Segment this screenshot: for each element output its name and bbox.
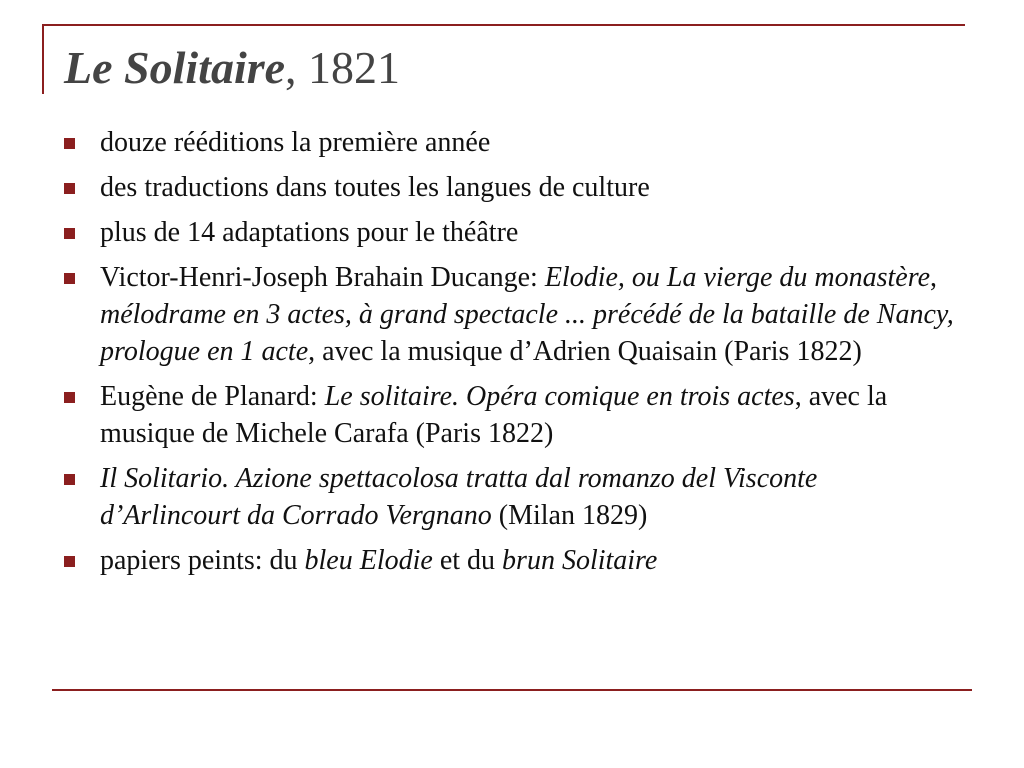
- bullet-text-italic: Le solitaire. Opéra comique en trois actes: [324, 381, 795, 412]
- bullet-text: et du: [432, 545, 503, 576]
- bullet-text: , avec la musique d’Adrien Quaisain (Paris 1822): [308, 336, 862, 367]
- bullet-text-italic: mélodrame en 3 actes, à grand spectacle ... précédé de la bataille de Nancy, prologue en 1 acte: [100, 299, 954, 367]
- top-border-line: [42, 24, 965, 26]
- bullet-item: [62, 169, 962, 206]
- square-bullet-icon: [64, 474, 75, 485]
- left-border-line: [42, 24, 44, 94]
- bullet-text-italic: bleu Elodie: [304, 545, 433, 576]
- slide-title: [64, 44, 400, 92]
- bullet-text: (Milan 1829): [491, 500, 648, 531]
- bottom-border-line: [52, 689, 972, 691]
- bullet-text: papiers peints: du: [100, 545, 305, 576]
- bullet-text: , avec la musique de Michele Carafa (Paris 1822): [100, 381, 888, 449]
- bullet-item: [62, 259, 962, 370]
- bullet-text: douze rééditions la première année: [100, 127, 491, 158]
- bullet-list: [62, 124, 962, 587]
- square-bullet-icon: [64, 138, 75, 149]
- bullet-text: plus de 14 adaptations pour le théâtre: [100, 217, 519, 248]
- bullet-text: ,: [930, 262, 938, 293]
- bullet-item: [62, 460, 962, 534]
- bullet-item: [62, 378, 962, 452]
- bullet-text-italic: Il Solitario. Azione spettacolosa tratta dal romanzo del Visconte d’Arlincourt da Corrado Vergnano: [100, 463, 818, 531]
- bullet-text: Victor-Henri-Joseph Brahain Ducange:: [100, 262, 545, 293]
- bullet-item: [62, 214, 962, 251]
- square-bullet-icon: [64, 228, 75, 239]
- bullet-text: Eugène de Planard:: [100, 381, 325, 412]
- slide-title-year: , 1821: [285, 42, 401, 93]
- square-bullet-icon: [64, 556, 75, 567]
- square-bullet-icon: [64, 392, 75, 403]
- bullet-item: [62, 542, 962, 579]
- bullet-text-italic: brun Solitaire: [502, 545, 658, 576]
- square-bullet-icon: [64, 183, 75, 194]
- bullet-text-italic: Elodie, ou La vierge du monastère: [544, 262, 931, 293]
- bullet-text: des traductions dans toutes les langues de culture: [100, 172, 650, 203]
- bullet-item: [62, 124, 962, 161]
- slide-title-italic: Le Solitaire: [64, 42, 286, 93]
- square-bullet-icon: [64, 273, 75, 284]
